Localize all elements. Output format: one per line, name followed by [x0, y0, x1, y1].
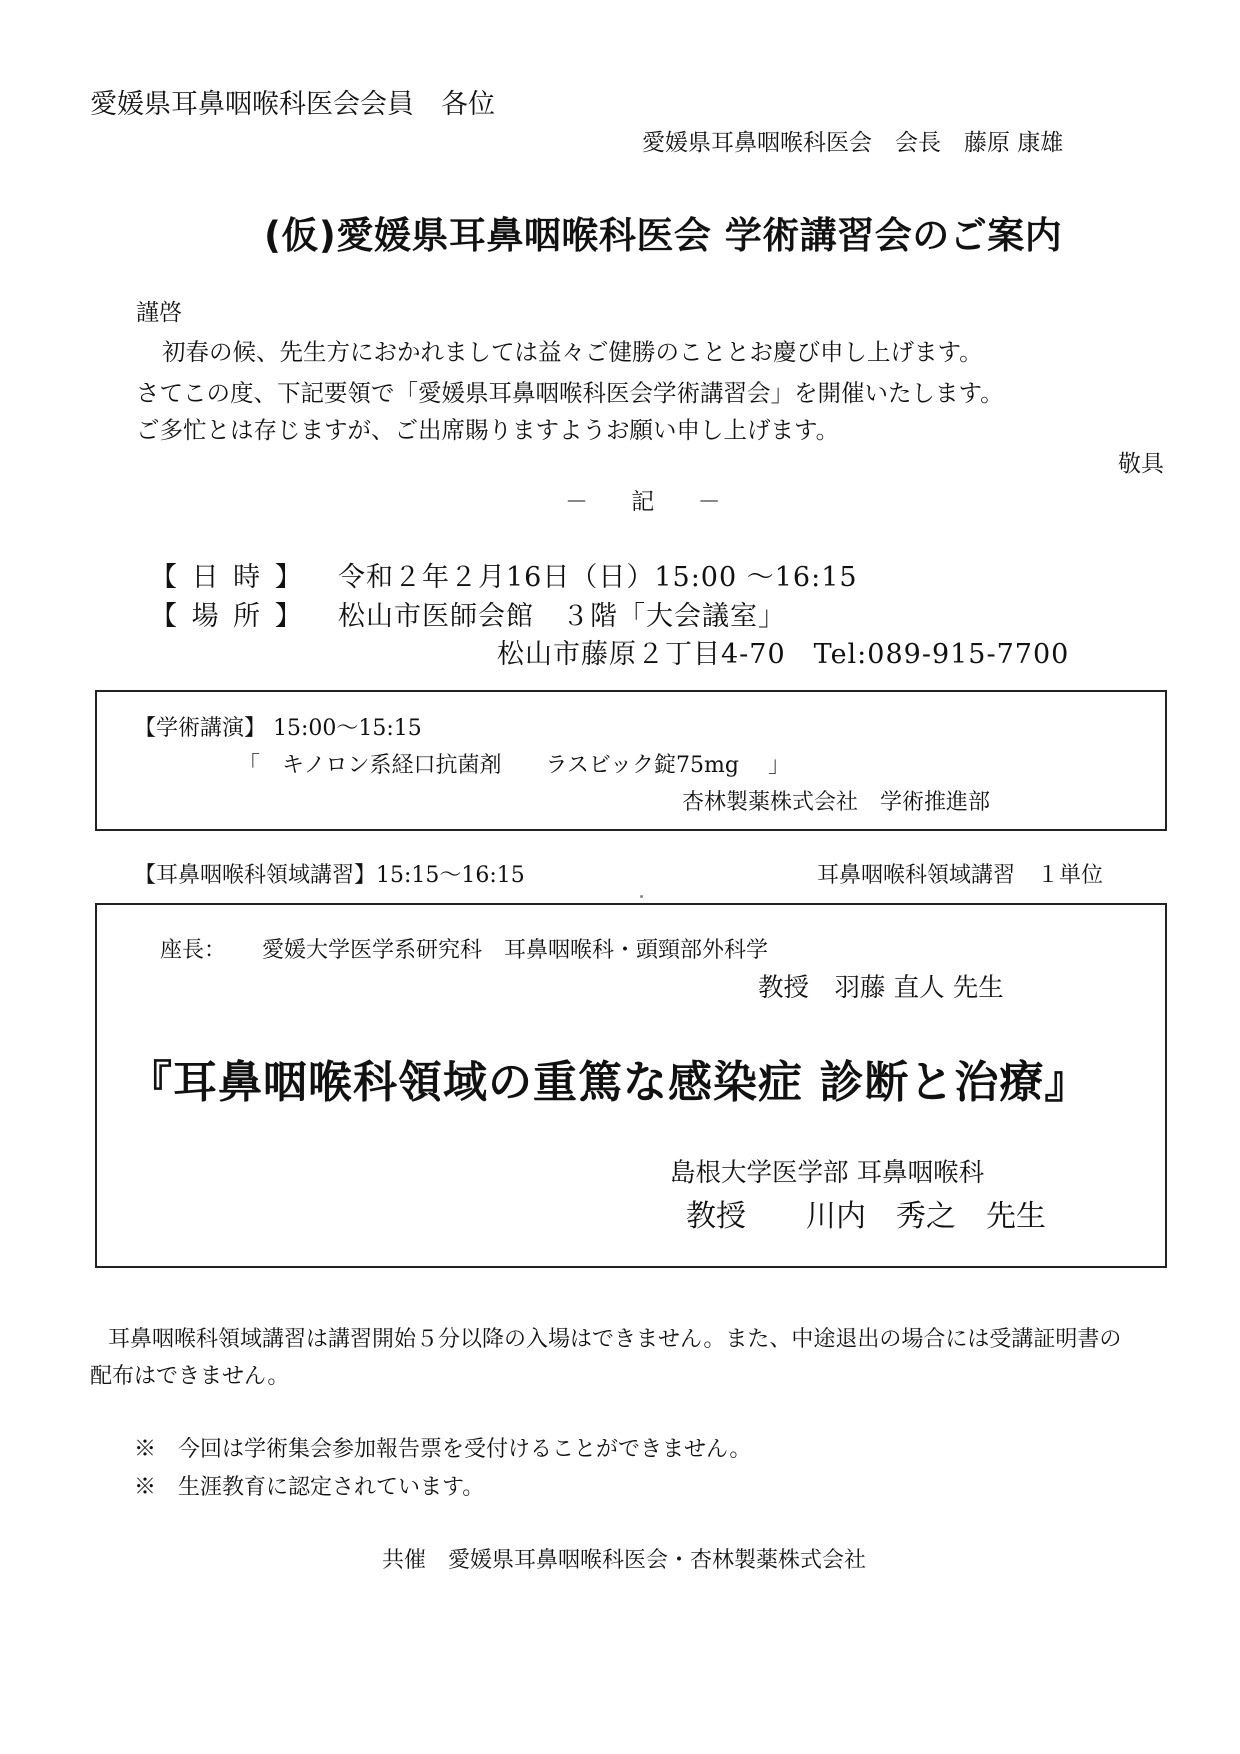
- stray-dot: [640, 895, 643, 898]
- chair-name: 教授 羽藤 直人 先生: [758, 973, 1004, 1003]
- lecture-title: 『耳鼻咽喉科領域の重篤な感染症 診断と治療』: [128, 1057, 1090, 1108]
- address: 松山市藤原２丁目4-70 Tel:089-915-7700: [497, 639, 1070, 670]
- date-value: 令和２年２月16日（日）15:00 ～16:15: [338, 562, 858, 593]
- academic-lecture-topic: 「 キノロン系経口抗菌剤 ラスビック錠75mg 」: [238, 753, 790, 778]
- date-label: 【 日 時 】: [150, 562, 305, 593]
- document-title: (仮)愛媛県耳鼻咽喉科医会 学術講習会のご案内: [264, 214, 1063, 257]
- letter-opening: 謹啓: [136, 300, 182, 326]
- academic-lecture-presenter: 杏林製薬株式会社 学術推進部: [682, 790, 991, 815]
- note-1: ※ 今回は学術集会参加報告票を受付けることができません。: [134, 1437, 752, 1462]
- notice-line-2: 配布はできません。: [90, 1364, 290, 1389]
- letter-line-2: さてこの度、下記要領で「愛媛県耳鼻咽喉科医会学術講習会」を開催いたします。: [136, 379, 1004, 407]
- note-2: ※ 生涯教育に認定されています。: [134, 1475, 485, 1500]
- letter-line-1: 初春の候、先生方におかれましては益々ご健勝のこととお慶び申し上げます。: [162, 338, 983, 366]
- place-label: 【 場 所 】: [150, 601, 305, 632]
- ent-lecture-credit: 耳鼻咽喉科領域講習 １単位: [817, 863, 1104, 888]
- place-value: 松山市医師会館 ３階「大会議室」: [338, 601, 786, 632]
- chair-label: 座長：: [160, 938, 227, 963]
- ent-lecture-label: 【耳鼻咽喉科領域講習】15:15～16:15: [134, 863, 525, 888]
- letter-line-3: ご多忙とは存じますが、ご出席賜りますようお願い申し上げます。: [136, 416, 840, 444]
- letter-closing: 敬具: [1118, 451, 1164, 477]
- speaker-affiliation: 島根大学医学部 耳鼻咽喉科: [670, 1158, 985, 1188]
- ki-marker: － 記 －: [565, 489, 739, 515]
- notice-line-1: 耳鼻咽喉科領域講習は講習開始５分以降の入場はできません。また、中途退出の場合には受講証明書の: [108, 1327, 1122, 1352]
- chair-affiliation: 愛媛大学医学系研究科 耳鼻咽喉科・頭頸部外科学: [262, 938, 769, 963]
- addressee: 愛媛県耳鼻咽喉科医会会員 各位: [90, 89, 495, 120]
- sender: 愛媛県耳鼻咽喉科医会 会長 藤原 康雄: [642, 130, 1064, 156]
- speaker-name: 教授 川内 秀之 先生: [686, 1199, 1046, 1234]
- cosponsor: 共催 愛媛県耳鼻咽喉科医会・杏林製薬株式会社: [382, 1548, 867, 1573]
- academic-lecture-label: 【学術講演】 15:00～15:15: [134, 716, 422, 741]
